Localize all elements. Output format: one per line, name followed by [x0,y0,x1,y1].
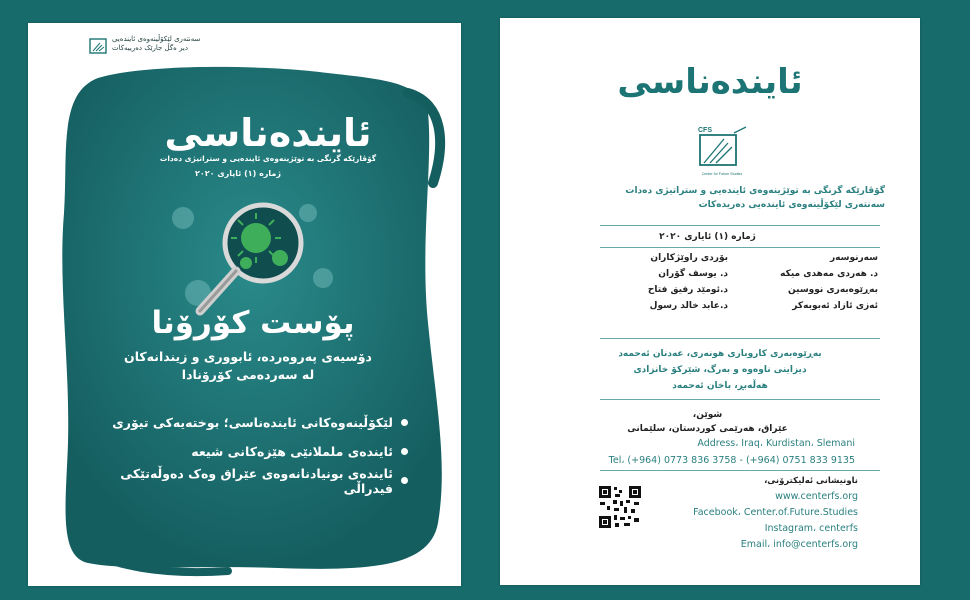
staff-row [578,301,878,317]
list-item [68,466,408,495]
bullet-dot-icon [401,477,408,484]
staff-list [578,253,878,317]
phone-line: Tel، (+964) 0773 836 3758 - (+964) 0751 833 9135 [608,455,855,466]
divider [600,338,880,339]
cfs-emblem-icon [88,35,110,57]
cover-headline: پۆست کۆرۆنا [151,305,355,341]
staff-cell: بەڕێوەبەری نووسین [788,285,878,295]
magazine-info-page [500,18,920,585]
staff-row [578,269,878,285]
info-tagline [520,184,885,212]
cover-issue-number: ژمارە (١) ئایاری ٢٠٢٠ [195,169,281,178]
bullet-dot-icon [401,419,408,426]
facebook-link[interactable]: Facebook، Center.of.Future.Studies [693,507,858,518]
qr-code-icon[interactable] [598,485,642,529]
staff-cell: ئەزی ئازاد ئەبوبەکر [792,301,878,311]
cover-topic-list [68,408,408,495]
staff-cell: د.عابد خالد رسول [649,301,728,311]
address-heading: شوێن، [692,410,723,420]
staff-cell: د.ئومێد رفیق فتاح [647,285,728,295]
cfs-logo-label: CFS [698,127,712,134]
cover-logo-wordmark: ئایندەناسی [164,111,372,155]
divider [600,399,880,400]
cover-organization [112,35,272,53]
info-tagline-line: گۆڤارێکە گرنگی بە توێژینەوەی ئایندەیی و ستراتیژی دەدات [625,186,885,196]
divider [600,470,880,471]
list-item [68,437,408,466]
cfs-logo-icon [690,123,754,179]
virus-magnifier-illustration [158,183,348,318]
cfs-logo-caption: Center for Future Studies [701,172,743,176]
topic-text: ئایندەی ململانێی هێزەکانی شیعە [191,444,393,459]
info-tagline-line: سەنتەری لێکۆڵینەوەی ئایندەیی دەریدەکات [698,200,885,210]
address-block [520,408,895,436]
topic-text: لێکۆڵینەوەکانی ئایندەناسی؛ بوختەیەکی تیۆری [112,415,393,430]
cover-subtitle-line: لە سەردەمی کۆرۆنادا [181,367,315,382]
staff-row [578,285,878,301]
cover-subtitle [98,348,398,384]
list-item [68,408,408,437]
staff-cell: سەرنوسەر [829,253,878,263]
staff-cell: د. هەردی مەهدی میکە [780,269,878,279]
credit-line: بەڕێوەبەری کاروباری هونەری، عەدنان ئەحمەد [618,349,822,359]
address-english [600,437,855,467]
topic-text: ئایندەی بونیادنانەوەی عێراق وەک دەوڵەتێکی فیدراڵی [120,465,393,496]
credit-line: هەڵەبڕ، باخان ئەحمەد [672,381,768,391]
instagram-link[interactable]: Instagram، centerfs [764,523,858,534]
bullet-dot-icon [401,448,408,455]
contact-heading: ناونیشانی ئەلیکترۆنی، [764,476,858,486]
staff-cell: د. یوسف گۆران [658,269,728,279]
cover-tagline: گۆڤارێکە گرنگی بە توێژینەوەی ئایندەیی و ستراتیژی دەدات [159,154,377,163]
website-link[interactable]: www.centerfs.org [775,491,858,502]
staff-row [578,253,878,269]
address-line: Address، Iraq، Kurdistan، Slemani [697,438,855,449]
staff-cell: بۆردی راوێژکاران [650,253,728,263]
email-link[interactable]: Email، info@centerfs.org [740,539,858,550]
credit-line: دیزاینی ناوەوە و بەرگ، شێرکۆ خانزادی [633,365,807,375]
cover-org-line: دیر ەگڵ جارێک دەرییەکات [112,44,188,52]
cover-org-line: سەنتەری لێکۆڵینەوەی ئایندەیی [112,35,201,43]
address-kurdish: عێراق، هەرێمی کوردستان، سلێمانی [627,424,788,434]
divider [600,247,880,248]
contact-block [650,473,858,553]
editorial-credits [560,346,880,394]
divider [600,225,880,226]
magazine-cover [28,23,461,586]
info-issue-number: ژمارە (١) ئایاری ٢٠٢٠ [659,232,756,242]
info-logo-wordmark: ئایندەناسی [617,62,803,102]
cover-subtitle-line: دۆسیەی پەروەردە، ئابووری و زیندانەکان [124,349,372,364]
